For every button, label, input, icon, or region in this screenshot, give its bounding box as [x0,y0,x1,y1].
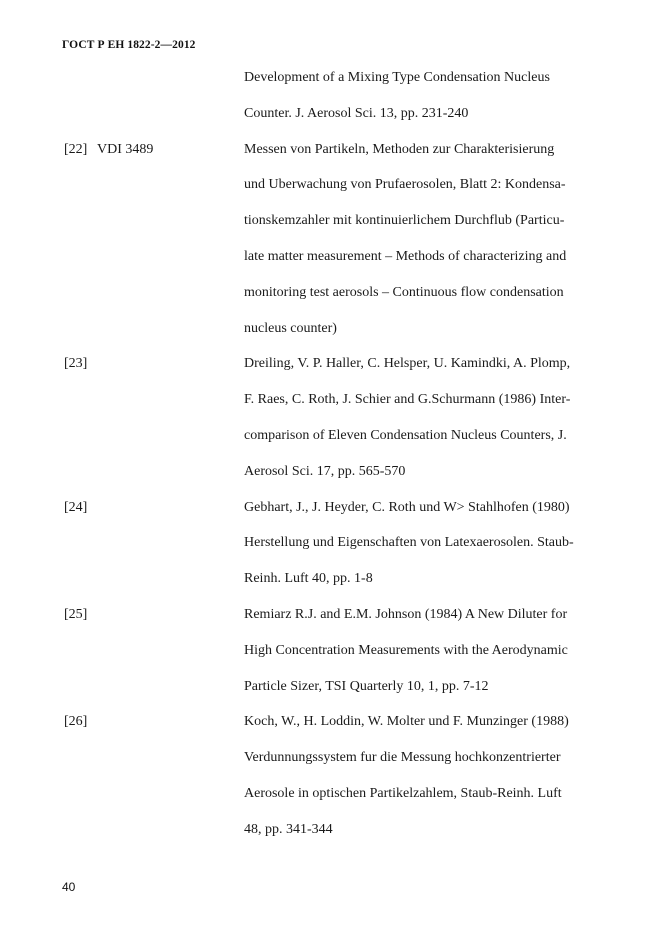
reference-text-line: Gebhart, J., J. Heyder, C. Roth und W> Stahlhofen (1980) [244,499,570,515]
reference-text-line: High Concentration Measurements with the Aerodynamic [244,642,568,658]
reference-text-line: Aerosole in optischen Partikelzahlem, Staub-Reinh. Luft [244,785,562,801]
reference-text-line: und Uberwachung von Prufaerosolen, Blatt 2: Kondensa- [244,177,566,193]
reference-entry-24 [0,490,661,597]
reference-text-line: Koch, W., H. Loddin, W. Molter und F. Munzinger (1988) [244,714,569,730]
reference-entry-22 [0,132,661,347]
reference-text [244,490,616,597]
reference-text-line: monitoring test aerosols – Continuous flow condensation [244,284,564,300]
document-header: ГОСТ Р ЕН 1822-2—2012 [62,39,196,51]
reference-number: [26] [64,714,88,730]
reference-text-line: Particle Sizer, TSI Quarterly 10, 1, pp. 7-12 [244,678,489,694]
reference-text-line: 48, pp. 341-344 [244,821,333,837]
reference-text-line: Development of a Mixing Type Condensation Nucleus [244,70,550,85]
reference-entry-23 [0,346,661,489]
reference-text-line: F. Raes, C. Roth, J. Schier and G.Schurmann (1986) Inter- [244,392,571,408]
reference-entry-26 [0,704,661,847]
reference-number: [23] [64,356,88,372]
reference-text-line: Remiarz R.J. and E.M. Johnson (1984) A New Diluter for [244,606,568,622]
reference-text-line: Herstellung und Eigenschaften von Latexaerosolen. Staub- [244,535,574,551]
page-number: 40 [62,880,76,894]
reference-text-line: Counter. J. Aerosol Sci. 13, pp. 231-240 [244,105,469,121]
reference-text-line: Messen von Partikeln, Methoden zur Charakterisierung [244,141,555,157]
reference-text [244,60,616,132]
reference-number: [22] [64,141,88,157]
reference-number: [25] [64,606,88,622]
reference-text-line: late matter measurement – Methods of characterizing and [244,248,567,264]
reference-text-line: tionskemzahler mit kontinuierlichem Durchflub (Particu- [244,213,565,229]
reference-number: [24] [64,499,88,515]
reference-list [0,60,661,848]
reference-text [244,597,616,704]
reference-entry-25 [0,597,661,704]
reference-text-line: comparison of Eleven Condensation Nucleus Counters, J. [244,427,567,443]
reference-text-line: Dreiling, V. P. Haller, C. Helsper, U. Kamindki, A. Plomp, [244,356,571,372]
reference-text-line: Aerosol Sci. 17, pp. 565-570 [244,463,406,479]
reference-text-line: Verdunnungssystem fur die Messung hochkonzentrierter [244,750,561,766]
reference-text-line: Reinh. Luft 40, pp. 1-8 [244,571,373,587]
reference-text [244,132,616,347]
reference-text [244,704,616,847]
reference-text-line: nucleus counter) [244,320,337,336]
reference-entry-continued [0,60,661,132]
reference-text [244,346,616,489]
reference-code: VDI 3489 [97,141,154,157]
